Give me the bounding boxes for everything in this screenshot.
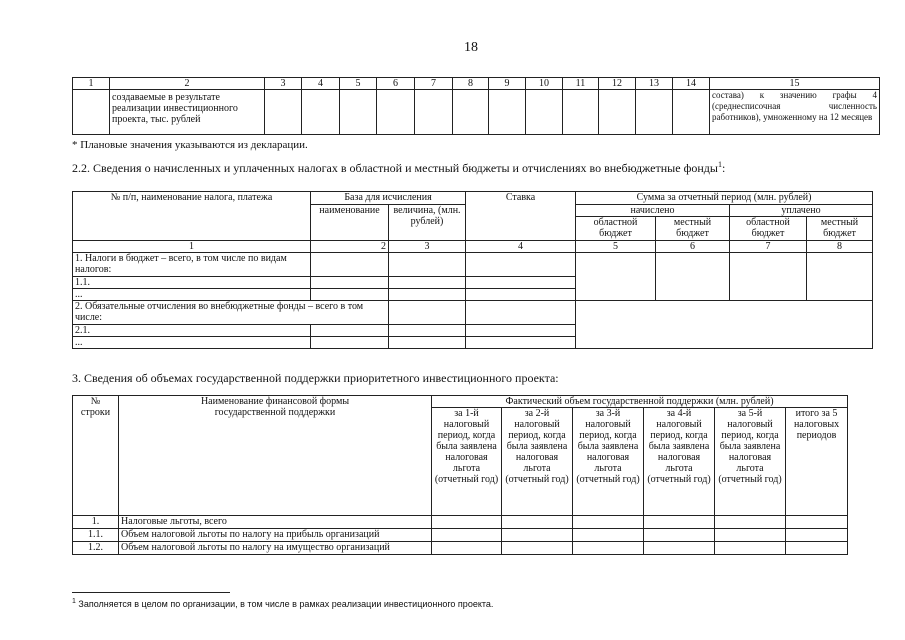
year-1-header: за 1-й налоговый период, когда была заявлена налоговая льгота (отчетный год)	[432, 408, 502, 516]
col-num: 3	[265, 78, 302, 90]
col-num: 1	[73, 241, 311, 253]
column-number-row	[73, 78, 880, 90]
taxes-table	[72, 191, 873, 349]
rate-header: Ставка	[466, 192, 576, 241]
col-num: 13	[636, 78, 673, 90]
year-4-header: за 4-й налоговый период, когда была заявлена налоговая льгота (отчетный год)	[644, 408, 715, 516]
row-label: 2. Обязательные отчисления во внебюджетные фонды – всего в том числе:	[73, 301, 389, 325]
footnote-marker: 1	[72, 598, 76, 605]
col-num: 5	[340, 78, 377, 90]
row-description: создаваемые в результате реализации инвестиционного проекта, тыс. рублей	[110, 90, 265, 135]
col-num: 3	[389, 241, 466, 253]
page-number: 18	[464, 40, 478, 55]
col-num: 14	[673, 78, 710, 90]
regional-header: областной бюджет	[576, 217, 656, 241]
table-row	[73, 542, 848, 555]
col-num: 7	[415, 78, 453, 90]
col-num: 4	[466, 241, 576, 253]
footnote-text: Заполняется в целом по организации, в том числе в рамках реализации инвестиционного проекта.	[78, 599, 494, 609]
year-5-header: за 5-й налоговый период, когда была заявлена налоговая льгота (отчетный год)	[715, 408, 786, 516]
col-num: 11	[563, 78, 599, 90]
col-num: 4	[302, 78, 340, 90]
table-row	[73, 529, 848, 542]
table-row	[73, 301, 873, 325]
continuation-table	[72, 77, 880, 135]
col-num: 5	[576, 241, 656, 253]
row-number: 1.1.	[73, 529, 119, 542]
base-value-header: величина, (млн. рублей)	[389, 205, 466, 241]
col-num: 8	[807, 241, 873, 253]
table-row	[73, 90, 880, 135]
declaration-note: * Плановые значения указываются из декларации.	[72, 139, 308, 151]
section-2-2-title: 2.2. Сведения о начисленных и уплаченных налогах в областной и местный бюджеты и отчислениях во внебюджетные фонды$^1$:	[72, 160, 726, 175]
col-num: 2	[110, 78, 265, 90]
col-num: 10	[526, 78, 563, 90]
tax-name-header: № п/п, наименование налога, платежа	[73, 192, 311, 241]
col-num: 8	[453, 78, 489, 90]
base-header: База для исчисления	[311, 192, 466, 205]
row-number: 1.2.	[73, 542, 119, 555]
row-label: Объем налоговой льготы по налогу на прибыль организаций	[119, 529, 432, 542]
actual-volume-header: Фактический объем государственной поддержки (млн. рублей)	[432, 396, 848, 408]
row-label: Объем налоговой льготы по налогу на имущество организаций	[119, 542, 432, 555]
sum-header: Сумма за отчетный период (млн. рублей)	[576, 192, 873, 205]
total-header: итого за 5 налоговых периодов	[786, 408, 848, 516]
col-num: 7	[730, 241, 807, 253]
row-label: 1. Налоги в бюджет – всего, в том числе по видам налогов:	[73, 253, 311, 277]
table-row	[73, 516, 848, 529]
col-num: 6	[656, 241, 730, 253]
table-row	[73, 253, 873, 277]
row-label: Налоговые льготы, всего	[119, 516, 432, 529]
row-label: 2.1.	[73, 325, 311, 337]
col-num: 9	[489, 78, 526, 90]
year-3-header: за 3-й налоговый период, когда была заявлена налоговая льгота (отчетный год)	[573, 408, 644, 516]
year-2-header: за 2-й налоговый период, когда была заявлена налоговая льгота (отчетный год)	[502, 408, 573, 516]
footnote-divider	[72, 592, 230, 593]
row-label: ...	[73, 289, 311, 301]
row-label: 1.1.	[73, 277, 311, 289]
base-name-header: наименование	[311, 205, 389, 241]
footnote	[72, 598, 493, 609]
col15-text: состава) к значению графы 4 (среднесписочная численность работников), умноженному на 12 месяцев	[710, 90, 880, 135]
col-num: 15	[710, 78, 880, 90]
support-name-header: Наименование финансовой формы государственной поддержки	[119, 396, 432, 516]
local-header: местный бюджет	[807, 217, 873, 241]
row-number: 1.	[73, 516, 119, 529]
row-label: ...	[73, 337, 311, 349]
accrued-header: начислено	[576, 205, 730, 217]
row-no-header: № строки	[73, 396, 119, 516]
col-num: 12	[599, 78, 636, 90]
local-header: местный бюджет	[656, 217, 730, 241]
regional-header: областной бюджет	[730, 217, 807, 241]
section-3-title: 3. Сведения об объемах государственной поддержки приоритетного инвестиционного проекта:	[72, 371, 559, 385]
section-2-2-title-text: 2.2. Сведения о начисленных и уплаченных налогах в областной и местный бюджеты и отчислениях во внебюджетные фонды	[72, 161, 718, 175]
col-num: 1	[73, 78, 110, 90]
support-table	[72, 395, 848, 555]
footnote-ref: 1	[717, 160, 722, 169]
col-num: 2	[311, 241, 389, 253]
paid-header: уплачено	[730, 205, 873, 217]
col-num: 6	[377, 78, 415, 90]
column-number-row	[73, 241, 873, 253]
